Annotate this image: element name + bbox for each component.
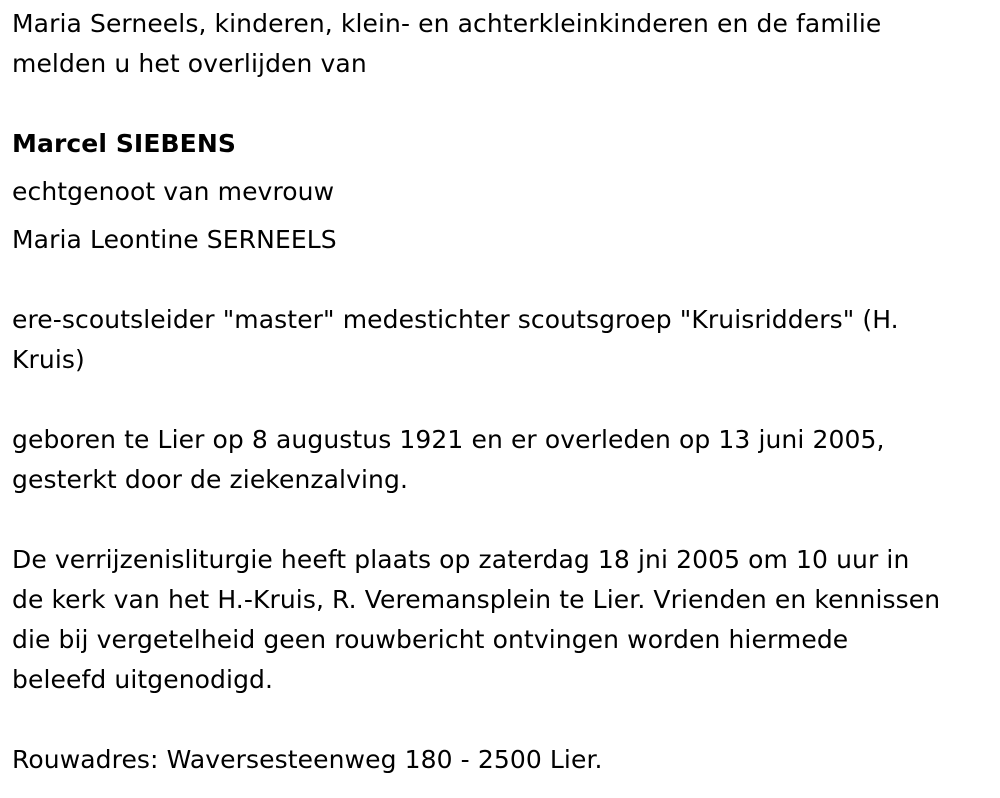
service-line-2: de kerk van het H.-Kruis, R. Veremansplein te Lier. Vrienden en kennissen (12, 585, 941, 614)
spouse-line-1: echtgenoot van mevrouw (12, 177, 335, 206)
intro-line-2: melden u het overlijden van (12, 49, 367, 78)
service-line-4: beleefd uitgenodigd. (12, 665, 274, 694)
life-line-1: geboren te Lier op 8 augustus 1921 en er overleden op 13 juni 2005, (12, 425, 885, 454)
life-line-2: gesterkt door de ziekenzalving. (12, 465, 408, 494)
deceased-name: Marcel SIEBENS (12, 129, 236, 158)
spouse-line-2: Maria Leontine SERNEELS (12, 225, 337, 254)
service-line-1: De verrijzenisliturgie heeft plaats op zaterdag 18 jni 2005 om 10 uur in (12, 545, 910, 574)
role-line-1: ere-scoutsleider "master" medestichter scoutsgroep "Kruisridders" (H. (12, 305, 899, 334)
address-line: Rouwadres: Waversesteenweg 180 - 2500 Lier. (12, 745, 603, 774)
intro-line-1: Maria Serneels, kinderen, klein- en achterkleinkinderen en de familie (12, 9, 882, 38)
service-line-3: die bij vergetelheid geen rouwbericht ontvingen worden hiermede (12, 625, 849, 654)
role-line-2: Kruis) (12, 345, 85, 374)
